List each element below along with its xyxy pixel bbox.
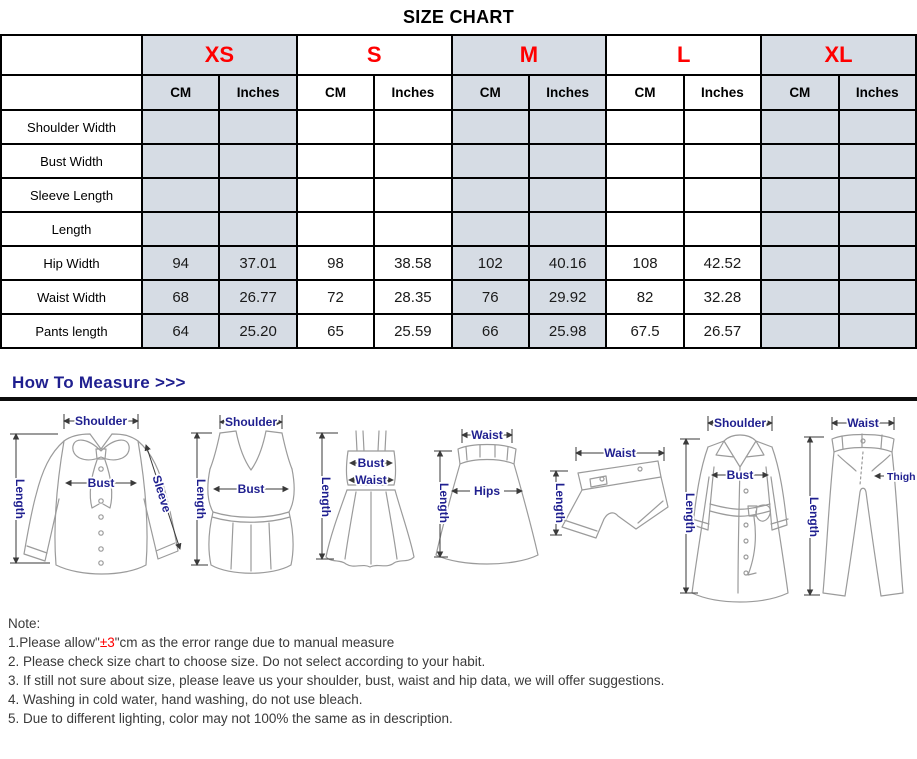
value-cell	[839, 178, 916, 212]
shorts-waist-label: Waist	[604, 445, 636, 460]
shorts-length-label: Length	[553, 482, 567, 523]
note1-prefix: 1.Please allow"	[8, 634, 100, 650]
table-row	[1, 212, 916, 246]
row-label: Shoulder Width	[1, 110, 142, 144]
note-item-4: 4. Washing in cold water, hand washing, do not use bleach.	[8, 691, 363, 707]
value-cell	[297, 178, 374, 212]
value-cell	[684, 212, 761, 246]
unit-header-row	[1, 75, 916, 110]
vest-outline	[208, 431, 294, 573]
value-cell: 98	[297, 246, 374, 280]
how-to-measure-heading: How To Measure >>>	[12, 373, 186, 392]
shorts-outline	[562, 461, 668, 538]
value-cell	[219, 212, 296, 246]
unit-header: Inches	[529, 75, 606, 110]
page-title: SIZE CHART	[403, 7, 514, 27]
coat-shoulder-dimension	[708, 416, 772, 431]
coat-length-dimension	[680, 439, 700, 593]
size-header-row	[1, 35, 916, 75]
size-header-s: S	[297, 35, 452, 75]
value-cell	[529, 178, 606, 212]
value-cell	[374, 110, 451, 144]
value-cell: 26.57	[684, 314, 761, 348]
shorts-waist-dimension	[576, 446, 664, 461]
value-cell	[297, 212, 374, 246]
value-cell: 37.01	[219, 246, 296, 280]
blouse-bust-dimension	[66, 476, 136, 490]
unit-header: CM	[297, 75, 374, 110]
value-cell: 94	[142, 246, 219, 280]
value-cell	[839, 110, 916, 144]
value-cell	[684, 144, 761, 178]
corner-cell	[1, 35, 142, 75]
dress-waist-label: Waist	[355, 472, 387, 487]
row-label: Hip Width	[1, 246, 142, 280]
dress-length-label: Length	[319, 476, 333, 517]
table-row	[1, 178, 916, 212]
value-cell	[452, 178, 529, 212]
value-cell: 68	[142, 280, 219, 314]
table-row	[1, 110, 916, 144]
coat-shoulder-label: Shoulder	[713, 415, 767, 430]
pants-thigh-dimension	[875, 471, 916, 483]
value-cell	[839, 314, 916, 348]
value-cell	[219, 178, 296, 212]
value-cell: 38.58	[374, 246, 451, 280]
value-cell	[142, 212, 219, 246]
blouse-bust-label: Bust	[87, 475, 115, 490]
note-item-3: 3. If still not sure about size, please leave us your shoulder, bust, waist and hip data, we will offer suggestions.	[8, 672, 665, 688]
value-cell: 67.5	[606, 314, 683, 348]
value-cell	[529, 144, 606, 178]
value-cell: 29.92	[529, 280, 606, 314]
note-item-5: 5. Due to different lighting, color may not 100% the same as in description.	[8, 710, 453, 726]
row-label: Sleeve Length	[1, 178, 142, 212]
shorts-length-dimension	[550, 471, 568, 535]
dress-bust-label: Bust	[357, 455, 385, 470]
note-item-2: 2. Please check size chart to choose size. Do not select according to your habit.	[8, 653, 486, 669]
value-cell	[529, 110, 606, 144]
note1-tolerance: ±3	[99, 634, 115, 650]
value-cell: 82	[606, 280, 683, 314]
unit-header: CM	[452, 75, 529, 110]
unit-header: CM	[142, 75, 219, 110]
value-cell	[142, 144, 219, 178]
measure-diagrams	[0, 407, 917, 612]
value-cell	[606, 110, 683, 144]
value-cell	[839, 246, 916, 280]
pants-waist-label: Waist	[847, 415, 879, 430]
value-cell	[606, 212, 683, 246]
value-cell	[606, 144, 683, 178]
value-cell: 28.35	[374, 280, 451, 314]
value-cell: 64	[142, 314, 219, 348]
value-cell	[142, 178, 219, 212]
value-cell: 72	[297, 280, 374, 314]
unit-header: CM	[606, 75, 683, 110]
value-cell	[684, 110, 761, 144]
row-label: Length	[1, 212, 142, 246]
value-cell: 76	[452, 280, 529, 314]
value-cell: 26.77	[219, 280, 296, 314]
table-row	[1, 246, 916, 280]
pants-thigh-label: Thigh	[887, 470, 916, 483]
dress-outline	[326, 431, 414, 567]
vest-drawing	[191, 415, 294, 573]
pants-length-dimension	[804, 437, 824, 595]
coat-bust-dimension	[712, 468, 768, 482]
size-header-m: M	[452, 35, 607, 75]
blouse-sleeve-label: Sleeve	[149, 473, 175, 514]
size-chart-page	[0, 7, 917, 728]
note-item-1	[8, 633, 917, 652]
skirt-hips-dimension	[452, 484, 522, 498]
value-cell: 102	[452, 246, 529, 280]
pants-length-label: Length	[807, 496, 821, 537]
notes-section	[8, 614, 917, 728]
row-label: Pants length	[1, 314, 142, 348]
corner-cell	[1, 75, 142, 110]
coat-drawing	[680, 416, 788, 602]
coat-outline	[692, 435, 788, 602]
blouse-outline	[24, 434, 178, 574]
value-cell: 40.16	[529, 246, 606, 280]
skirt-waist-label: Waist	[471, 427, 503, 442]
value-cell	[684, 178, 761, 212]
table-row	[1, 314, 916, 348]
pants-outline	[823, 434, 903, 596]
vest-bust-dimension	[214, 482, 288, 496]
skirt-waist-dimension	[462, 428, 512, 443]
value-cell	[452, 110, 529, 144]
dress-waist-dimension	[349, 473, 393, 487]
note1-suffix: "cm as the error range due to manual measure	[114, 634, 395, 650]
value-cell	[374, 144, 451, 178]
value-cell	[761, 178, 838, 212]
unit-header: Inches	[684, 75, 761, 110]
pants-drawing	[804, 416, 916, 596]
unit-header: Inches	[219, 75, 296, 110]
value-cell	[374, 212, 451, 246]
size-header-xl: XL	[761, 35, 916, 75]
value-cell	[761, 280, 838, 314]
value-cell	[297, 110, 374, 144]
coat-bust-label: Bust	[726, 467, 754, 482]
row-label: Waist Width	[1, 280, 142, 314]
coat-length-label: Length	[683, 492, 697, 533]
vest-bust-label: Bust	[237, 481, 265, 496]
dress-bust-dimension	[350, 456, 392, 470]
value-cell: 108	[606, 246, 683, 280]
value-cell	[839, 144, 916, 178]
size-table	[0, 34, 917, 349]
value-cell: 32.28	[684, 280, 761, 314]
skirt-length-dimension	[434, 451, 452, 557]
unit-header: Inches	[839, 75, 916, 110]
value-cell	[761, 144, 838, 178]
shorts-drawing	[550, 446, 668, 538]
blouse-shoulder-label: Shoulder	[74, 413, 128, 428]
value-cell: 25.98	[529, 314, 606, 348]
value-cell	[529, 212, 606, 246]
vest-length-label: Length	[194, 478, 208, 519]
vest-shoulder-label: Shoulder	[224, 414, 278, 429]
value-cell	[761, 110, 838, 144]
value-cell: 25.20	[219, 314, 296, 348]
value-cell	[761, 246, 838, 280]
value-cell	[374, 178, 451, 212]
pants-waist-dimension	[832, 416, 894, 430]
value-cell	[219, 144, 296, 178]
value-cell	[839, 280, 916, 314]
value-cell	[297, 144, 374, 178]
value-cell	[219, 110, 296, 144]
value-cell	[761, 212, 838, 246]
dress-length-dimension	[316, 433, 338, 559]
size-header-xs: XS	[142, 35, 297, 75]
value-cell	[452, 144, 529, 178]
notes-heading: Note:	[8, 615, 41, 631]
blouse-sleeve-dimension	[146, 445, 180, 549]
dress-drawing	[316, 431, 414, 567]
table-row	[1, 144, 916, 178]
blouse-drawing	[10, 414, 180, 574]
value-cell	[452, 212, 529, 246]
divider-rule	[0, 397, 917, 401]
skirt-drawing	[434, 428, 538, 564]
row-label: Bust Width	[1, 144, 142, 178]
unit-header: CM	[761, 75, 838, 110]
skirt-hips-label: Hips	[473, 483, 501, 498]
unit-header: Inches	[374, 75, 451, 110]
blouse-length-label: Length	[13, 478, 27, 519]
vest-shoulder-dimension	[220, 415, 282, 429]
value-cell: 66	[452, 314, 529, 348]
blouse-length-dimension	[10, 434, 58, 563]
value-cell	[839, 212, 916, 246]
blouse-shoulder-dimension	[64, 414, 138, 429]
value-cell: 25.59	[374, 314, 451, 348]
value-cell: 65	[297, 314, 374, 348]
value-cell	[761, 314, 838, 348]
skirt-length-label: Length	[437, 482, 451, 523]
table-row	[1, 280, 916, 314]
value-cell: 42.52	[684, 246, 761, 280]
value-cell	[142, 110, 219, 144]
size-header-l: L	[606, 35, 761, 75]
value-cell	[606, 178, 683, 212]
